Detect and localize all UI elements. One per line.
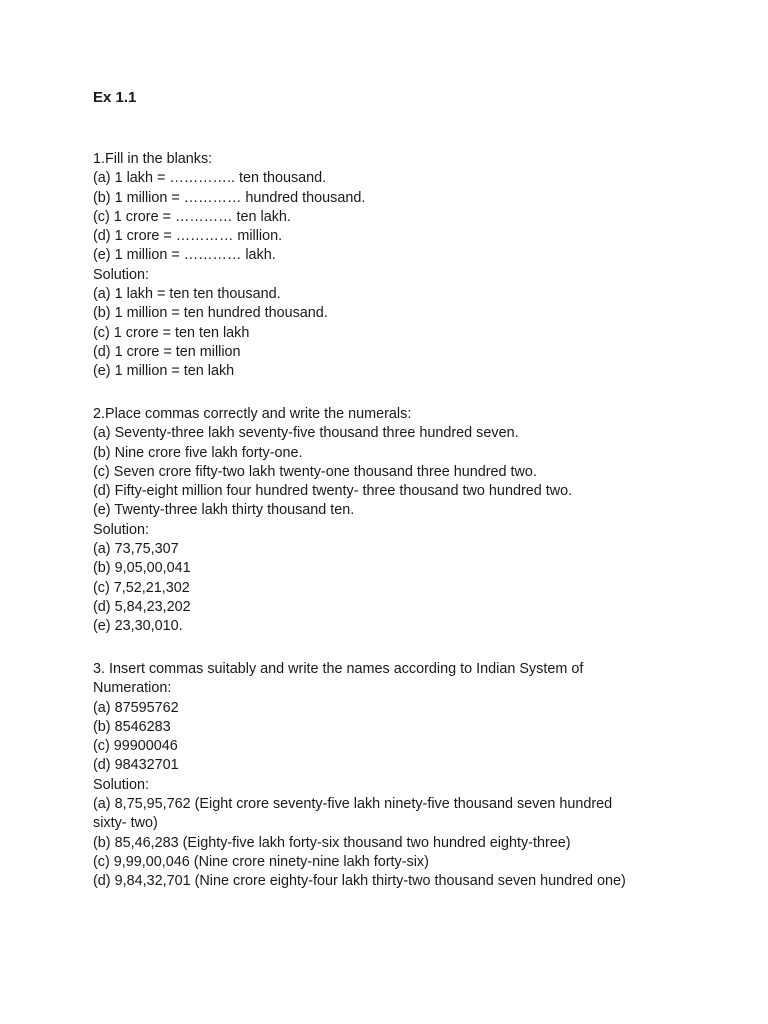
- question-3-prompt-line-2: Numeration:: [93, 680, 172, 697]
- question-3-item-b: (b) 8546283: [93, 718, 171, 735]
- question-2-block: [93, 405, 733, 637]
- question-2-item-e: (e) Twenty-three lakh thirty thousand ten.: [93, 502, 355, 519]
- question-3-answer-b: (b) 85,46,283 (Eighty-five lakh forty-six thousand two hundred eighty-three): [93, 834, 571, 851]
- exercise-heading: Ex 1.1: [93, 89, 137, 106]
- question-2-answer-e: (e) 23,30,010.: [93, 618, 183, 635]
- question-2-item-b: (b) Nine crore five lakh forty-one.: [93, 444, 303, 461]
- question-3-block: [93, 660, 733, 892]
- question-1-block: [93, 150, 733, 382]
- question-2-solution-label: Solution:: [93, 521, 150, 538]
- question-2-item-c: (c) Seven crore fifty-two lakh twenty-one thousand three hundred two.: [93, 463, 537, 480]
- question-1-item-a: (a) 1 lakh = ………….. ten thousand.: [93, 170, 327, 187]
- question-1-item-d: (d) 1 crore = ………… million.: [93, 228, 283, 245]
- question-1-item-b: (b) 1 million = ………… hundred thousand.: [93, 189, 366, 206]
- question-1-answer-c: (c) 1 crore = ten ten lakh: [93, 324, 250, 341]
- question-3-answer-c: (c) 9,99,00,046 (Nine crore ninety-nine lakh forty-six): [93, 853, 429, 870]
- question-1-answer-d: (d) 1 crore = ten million: [93, 343, 241, 360]
- question-2-item-a: (a) Seventy-three lakh seventy-five thousand three hundred seven.: [93, 425, 519, 442]
- question-2-answer-a: (a) 73,75,307: [93, 541, 179, 558]
- question-1-item-c: (c) 1 crore = ………… ten lakh.: [93, 208, 291, 225]
- question-2-answer-b: (b) 9,05,00,041: [93, 560, 191, 577]
- question-3-item-d: (d) 98432701: [93, 757, 179, 774]
- question-3-answer-a-line-1: (a) 8,75,95,762 (Eight crore seventy-five lakh ninety-five thousand seven hundred: [93, 796, 613, 813]
- question-3-item-a: (a) 87595762: [93, 699, 179, 716]
- question-2-answer-d: (d) 5,84,23,202: [93, 598, 191, 615]
- question-1-prompt: 1.Fill in the blanks:: [93, 151, 213, 167]
- question-2-item-d: (d) Fifty-eight million four hundred twenty- three thousand two hundred two.: [93, 483, 573, 500]
- question-1-answer-e: (e) 1 million = ten lakh: [93, 363, 235, 380]
- question-1-solution-label: Solution:: [93, 266, 150, 283]
- question-3-solution-label: Solution:: [93, 776, 150, 793]
- question-3-prompt-line-1: 3. Insert commas suitably and write the names according to Indian System of: [93, 661, 584, 677]
- question-2-answer-c: (c) 7,52,21,302: [93, 579, 190, 596]
- question-3-item-c: (c) 99900046: [93, 738, 178, 755]
- question-1-item-e: (e) 1 million = ………… lakh.: [93, 247, 276, 264]
- question-3-answer-d: (d) 9,84,32,701 (Nine crore eighty-four lakh thirty-two thousand seven hundred one): [93, 873, 626, 890]
- question-1-answer-a: (a) 1 lakh = ten ten thousand.: [93, 286, 281, 303]
- question-2-prompt: 2.Place commas correctly and write the numerals:: [93, 406, 412, 422]
- question-1-answer-b: (b) 1 million = ten hundred thousand.: [93, 305, 328, 322]
- question-3-answer-a-line-2: sixty- two): [93, 815, 158, 832]
